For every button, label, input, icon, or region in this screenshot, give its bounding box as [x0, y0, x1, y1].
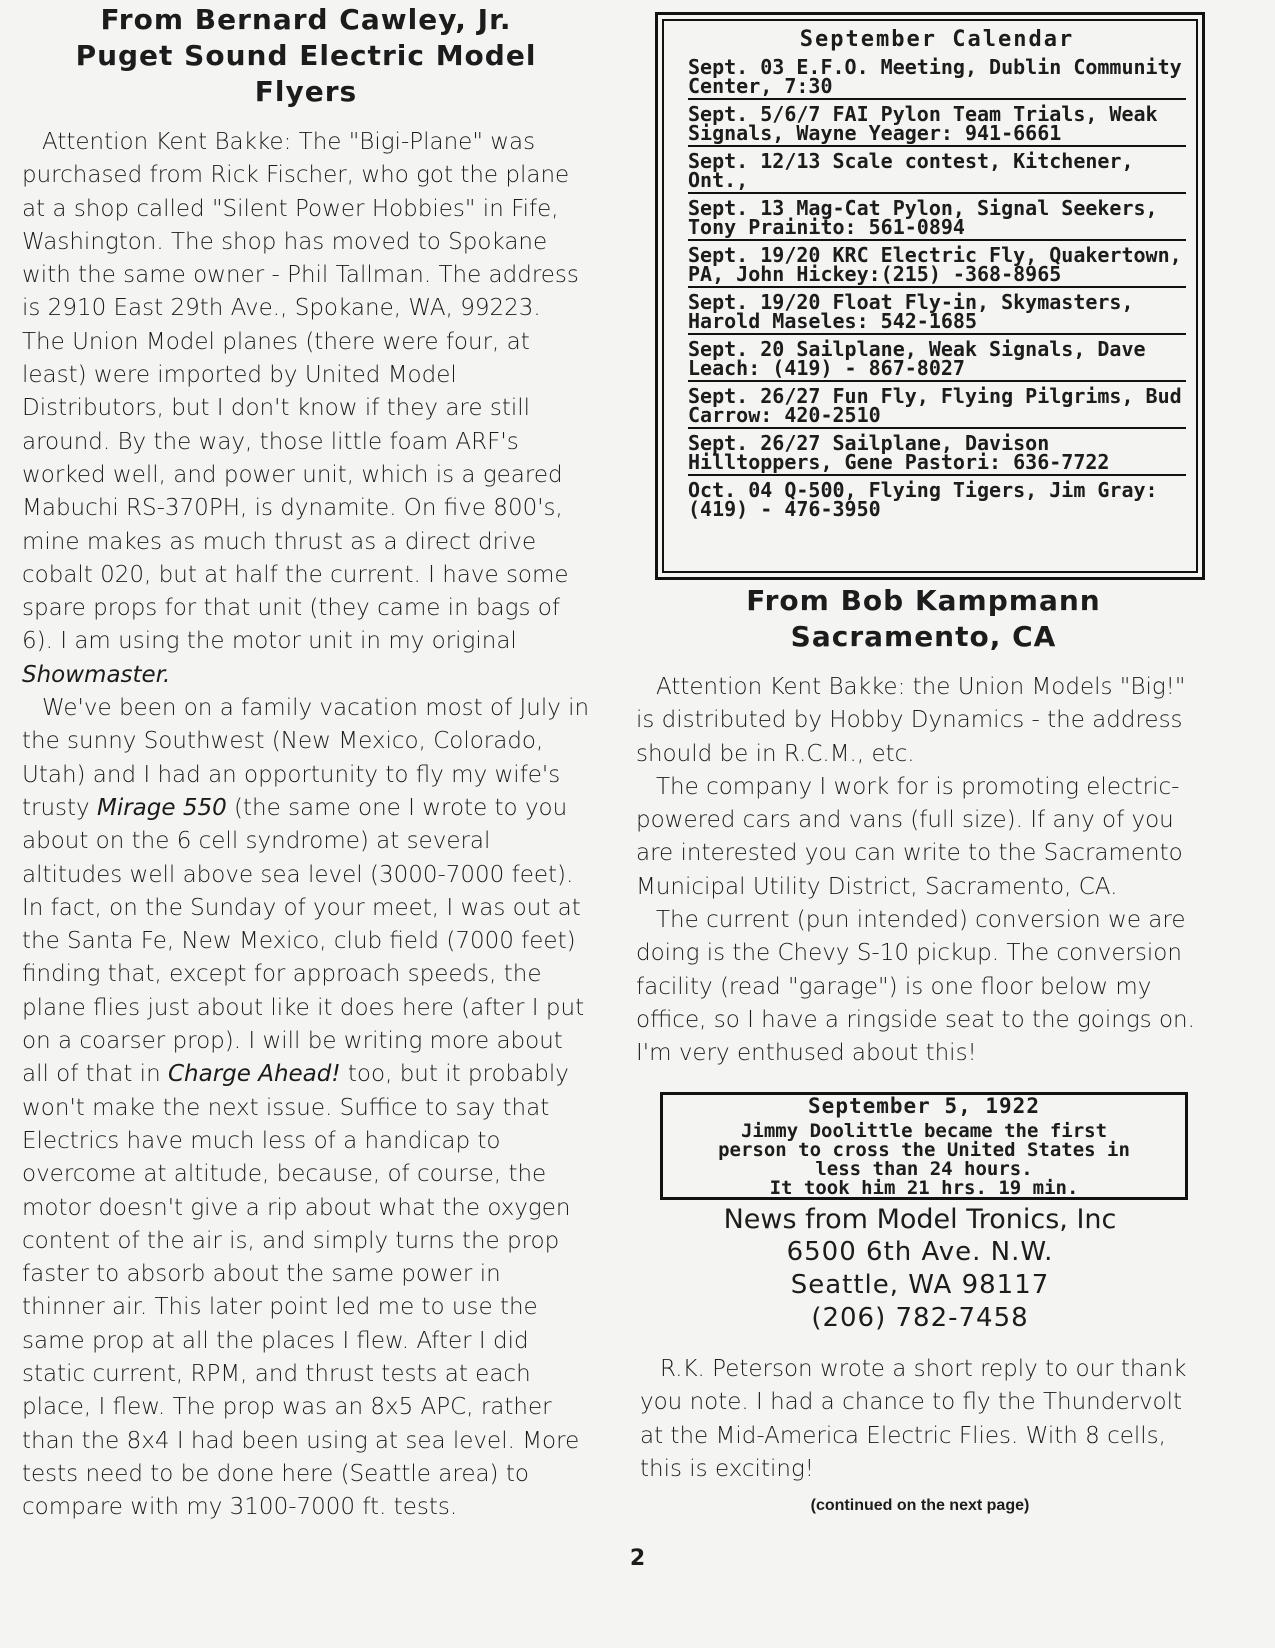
article-heading-kampmann [636, 583, 1211, 655]
paragraph: R.K. Peterson wrote a short reply to our thank you note. I had a chance to fly the Thundervolt at the Mid-America Electric Flies. With 8 cells, this is exciting! [640, 1356, 1187, 1482]
calendar-entry: Oct. 04 Q-500, Flying Tigers, Jim Gray: (419) - 476-3950 [688, 478, 1158, 521]
article-heading-cawley [22, 2, 590, 110]
september-calendar-box [655, 12, 1205, 580]
paragraph-text: We've been on a family vacation most of July in the sunny Southwest (New Mexico, Colorado, Utah) and I had an opportunity to fly my wife's trusty [22, 695, 590, 821]
calendar-entry: Sept. 19/20 KRC Electric Fly, Quakertown, PA, John Hickey:(215) -368-8965 [688, 246, 1186, 288]
italic-title: Mirage 550 [96, 794, 227, 821]
paragraph: The company I work for is promoting electric-powered cars and vans (full size). If any of you are interested you can write to the Sacramento Municipal Utility District, Sacramento, CA. [636, 773, 1183, 900]
calendar-entry: Sept. 03 E.F.O. Meeting, Dublin Community Center, 7:30 [688, 58, 1186, 100]
news-heading: News from Model Tronics, Inc [723, 1204, 1117, 1235]
continued-note: (continued on the next page) [810, 1497, 1030, 1515]
paragraph-text: Attention Kent Bakke: The "Bigi-Plane" was purchased from Rick Fischer, who got the plane at a shop called "Silent Power Hobbies" in Fife, Washington. The shop has moved to Spokane with the same owner - Phil Tallman. The address is 2910 East 29th Ave., Spokane, WA, 99223. The Union Model planes (there were four, at least) were imported by United Model Distributors, but I don't know if they are still around. By the way, those little foam ARF's worked well, and power unit, which is a geared Mabuchi RS-370PH, is dynamite. On five 800's, mine makes as much thrust as a direct drive cobalt 020, but at half the current. I have some spare props for that unit (they came in bags of 6). I am using the motor unit in my original [22, 129, 579, 655]
news-address-line: Seattle, WA 98117 [790, 1270, 1050, 1300]
calendar-entry: Sept. 26/27 Fun Fly, Flying Pilgrims, Bud Carrow: 420-2510 [688, 387, 1186, 429]
heading-line-2: Sacramento, CA [790, 620, 1057, 653]
left-column [22, 0, 590, 1524]
paragraph-text: (the same one I wrote to you about on the 6 cell syndrome) at several altitudes well above sea level (3000-7000 feet). In fact, on the Sunday of your meet, I was out at the Santa Fe, New Mexico, club field (7000 feet) finding that, except for approach speeds, the plane flies just about like it does here (after I put on a coarser prop). I will be writing more about all of that in [22, 794, 585, 1088]
calendar-entry: Sept. 12/13 Scale contest, Kitchener, Ont., [688, 152, 1186, 194]
calendar-title: September Calendar [799, 27, 1075, 52]
calendar-entry: Sept. 26/27 Sailplane, Davison Hilltoppers, Gene Pastori: 636-7722 [688, 434, 1186, 476]
paragraph: The current (pun intended) conversion we are doing is the Chevy S-10 pickup. The conversion facility (read "garage") is one floor below my office, so I have a ringside seat to the goings on. I'm very enthused about this! [636, 907, 1195, 1067]
calendar-entry: Sept. 5/6/7 FAI Pylon Team Trials, Weak Signals, Wayne Yeager: 941-6661 [688, 105, 1186, 147]
article-body-kampmann [636, 671, 1211, 1071]
news-section [640, 1204, 1200, 1522]
history-line: person to cross the United States in [718, 1139, 1130, 1161]
heading-line-1: From Bob Kampmann [746, 584, 1101, 617]
paragraph [22, 692, 590, 1524]
calendar-entry: Sept. 20 Sailplane, Weak Signals, Dave Leach: (419) - 867-8027 [688, 340, 1186, 382]
history-line: Jimmy Doolittle became the first [740, 1120, 1108, 1142]
calendar-inner-frame [662, 19, 1198, 573]
news-address-line: 6500 6th Ave. N.W. [786, 1237, 1054, 1267]
news-body [640, 1353, 1200, 1486]
history-line: less than 24 hours. [815, 1158, 1033, 1180]
calendar-entry: Sept. 13 Mag-Cat Pylon, Signal Seekers, Tony Prainito: 561-0894 [688, 199, 1186, 241]
heading-line-2: Puget Sound Electric Model Flyers [75, 39, 537, 108]
paragraph-text: too, but it probably won't make the next issue. Suffice to say that Electrics have much less of a handicap to overcome at altitude, because, of course, the motor doesn't give a rip about what the oxygen content of the air is, and simply turns the prop faster to absorb about the same power in thinner air. This later point led me to use the same prop at all the places I flew. After I did static current, RPM, and thrust tests at each place, I flew. The prop was an 8x5 APC, rather than the 8x4 I had been using at sea level. More tests need to be done here (Seattle area) to compare with my 3100-7000 ft. tests. [22, 1061, 580, 1521]
italic-title: Charge Ahead! [167, 1061, 341, 1088]
history-fact-box [660, 1092, 1188, 1200]
italic-title: Showmaster. [22, 661, 171, 688]
paragraph [22, 126, 590, 692]
calendar-entry: Sept. 19/20 Float Fly-in, Skymasters, Harold Maseles: 542-1685 [688, 293, 1186, 335]
heading-line-1: From Bernard Cawley, Jr. [100, 3, 512, 36]
history-line: It took him 21 hrs. 19 min. [769, 1177, 1079, 1199]
right-column [636, 583, 1211, 1071]
news-phone: (206) 782-7458 [811, 1303, 1029, 1333]
page-number: 2 [629, 1546, 646, 1571]
history-title: September 5, 1922 [808, 1094, 1040, 1118]
article-body-cawley [22, 126, 590, 1524]
paragraph: Attention Kent Bakke: the Union Models "Big!" is distributed by Hobby Dynamics - the address should be in R.C.M., etc. [636, 674, 1186, 767]
